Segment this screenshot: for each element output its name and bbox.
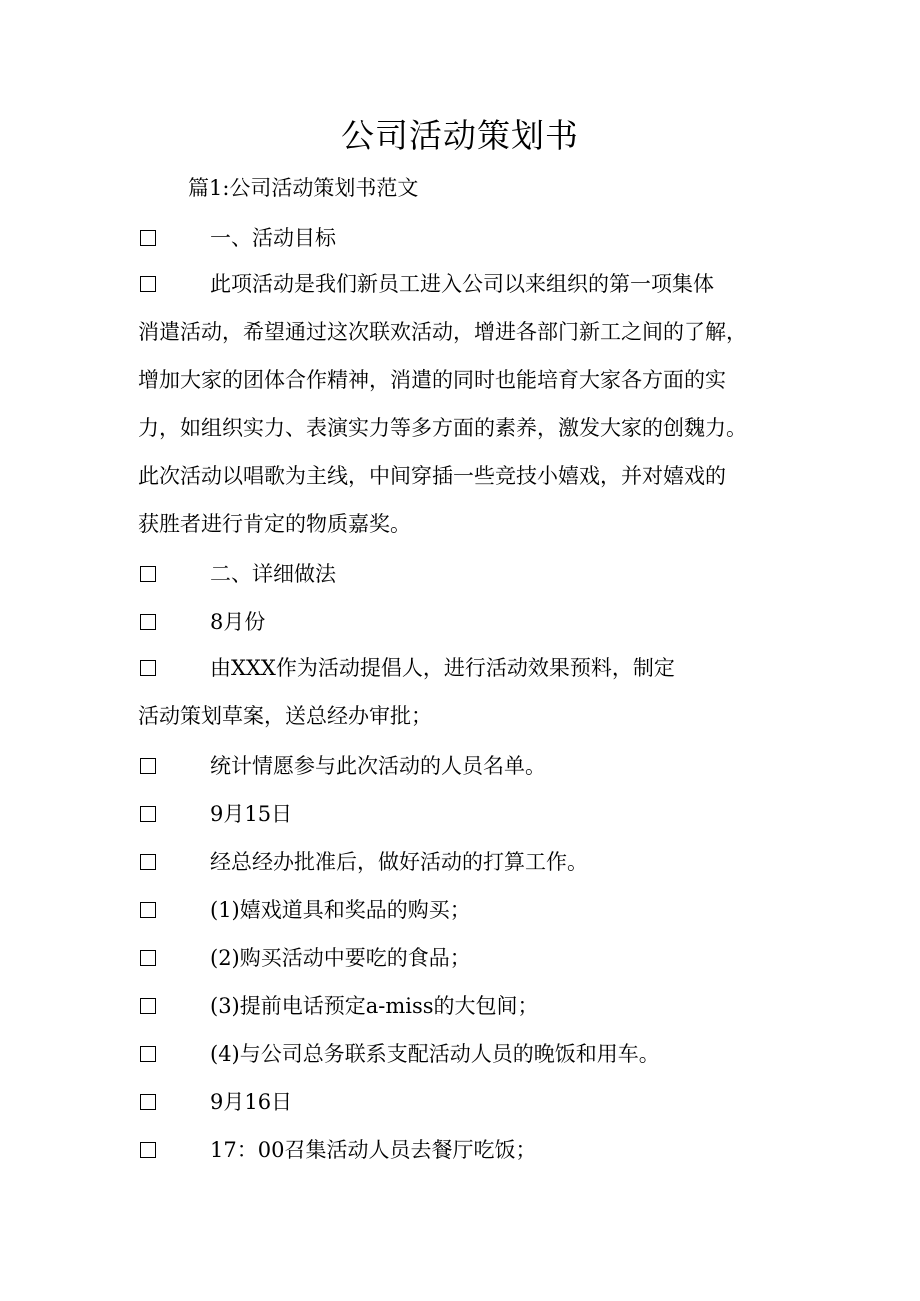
list-item-text: (1)嬉戏道具和奖品的购买； xyxy=(210,898,471,922)
list-item-text: (3)提前电话预定a-miss的大包间； xyxy=(210,994,539,1018)
paragraph-line: 此次活动以唱歌为主线，中间穿插一些竞技小嬉戏，并对嬉戏的 xyxy=(138,464,726,488)
document-title: 公司活动策划书 xyxy=(341,116,579,155)
paragraph-line: 力，如组织实力、表演实力等多方面的素养，激发大家的创魏力。 xyxy=(138,416,747,440)
list-item-text: 经总经办批准后，做好活动的打算工作。 xyxy=(210,850,588,874)
paragraph-line-text: 此项活动是我们新员工进入公司以来组织的第一项集体 xyxy=(210,272,714,296)
list-item-text: (4)与公司总务联系支配活动人员的晚饭和用车。 xyxy=(210,1042,660,1066)
checkbox-icon xyxy=(140,660,156,676)
checkbox-icon xyxy=(140,998,156,1014)
paragraph-line xyxy=(138,260,798,308)
checkbox-icon xyxy=(140,1142,156,1158)
checkbox-icon xyxy=(140,854,156,870)
list-item-text: 9月16日 xyxy=(210,1090,293,1114)
checkbox-icon xyxy=(140,902,156,918)
checkbox-icon xyxy=(140,230,156,246)
document-subtitle: 篇1:公司活动策划书范文 xyxy=(188,176,419,200)
checkbox-icon xyxy=(140,276,156,292)
paragraph-line: 获胜者进行肯定的物质嘉奖。 xyxy=(138,512,411,536)
list-item-text: 8月份 xyxy=(210,610,266,634)
paragraph-line xyxy=(138,644,798,692)
checkbox-icon xyxy=(140,758,156,774)
checkbox-icon xyxy=(140,1046,156,1062)
paragraph-line: 消遣活动，希望通过这次联欢活动，增进各部门新工之间的了解， xyxy=(138,320,747,344)
list-item-text: 9月15日 xyxy=(210,802,293,826)
list-item-text: 统计情愿参与此次活动的人员名单。 xyxy=(210,754,546,778)
list-item-paragraph xyxy=(138,260,798,548)
paragraph-line-text: 由XXX作为活动提倡人，进行活动效果预料，制定 xyxy=(210,656,675,680)
paragraph-line: 活动策划草案，送总经办审批； xyxy=(138,704,432,728)
checkbox-icon xyxy=(140,806,156,822)
paragraph-line: 增加大家的团体合作精神，消遣的同时也能培育大家各方面的实 xyxy=(138,368,726,392)
checkbox-icon xyxy=(140,614,156,630)
list-item-text: (2)购买活动中要吃的食品； xyxy=(210,946,471,970)
list-item-text: 17：00召集活动人员去餐厅吃饭； xyxy=(210,1138,537,1162)
checkbox-icon xyxy=(140,1094,156,1110)
list-item-text: 二、详细做法 xyxy=(210,562,336,586)
list-item-text: 一、活动目标 xyxy=(210,226,336,250)
list-item-paragraph xyxy=(138,644,798,740)
checkbox-icon xyxy=(140,950,156,966)
checkbox-icon xyxy=(140,566,156,582)
